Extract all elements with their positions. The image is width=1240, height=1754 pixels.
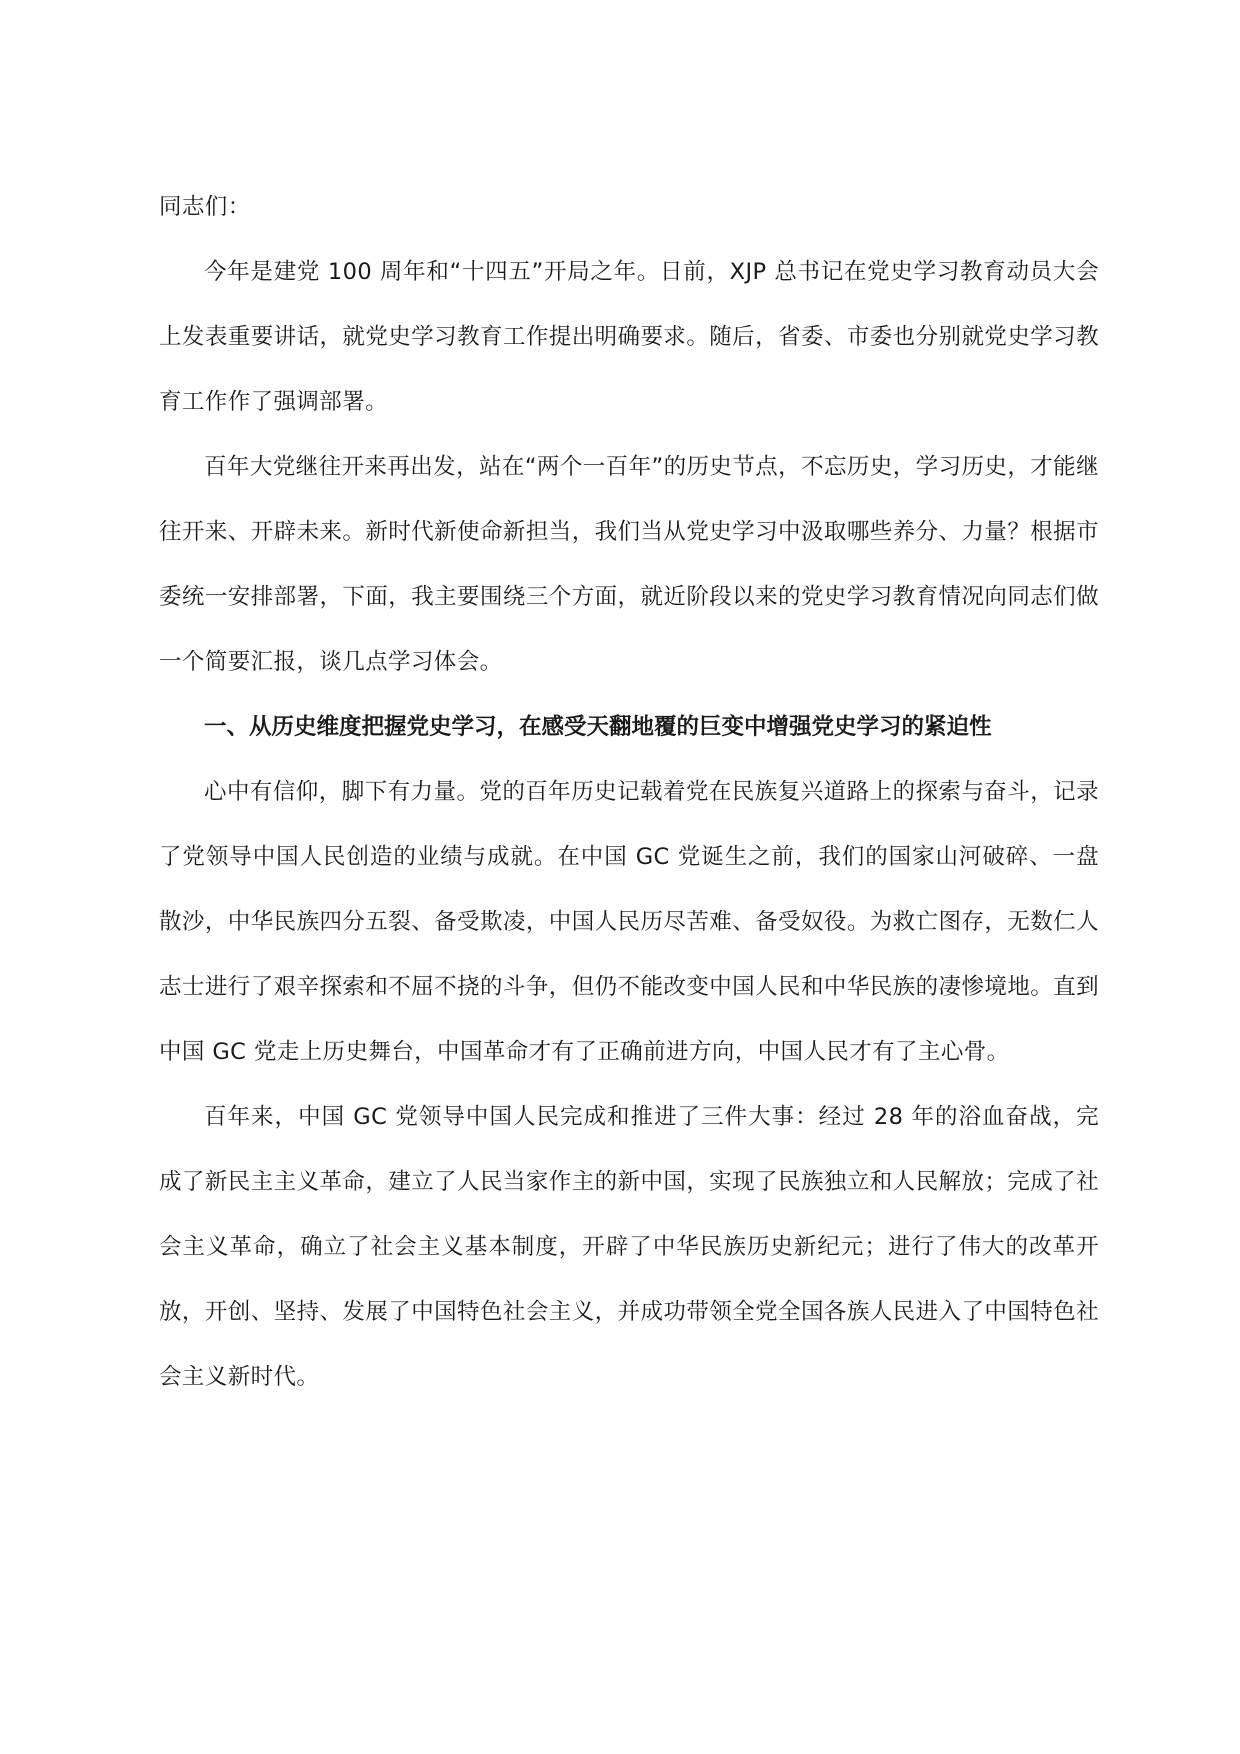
greeting: 同志们： (159, 194, 251, 220)
paragraph-intro-1: 今年是建党 100 周年和“十四五”开局之年。日前，XJP 总书记在党史学习教育动员大会上发表重要讲话，就党史学习教育工作提出明确要求。随后，省委、市委也分别就党史学习教育工作作了强调部署。 (159, 259, 1099, 415)
document-body (159, 175, 1099, 1410)
paragraph-section1-1: 心中有信仰，脚下有力量。党的百年历史记载着党在民族复兴道路上的探索与奋斗，记录了党领导中国人民创造的业绩与成就。在中国 GC 党诞生之前，我们的国家山河破碎、一盘散沙，中华民族四分五裂、备受欺凌，中国人民历尽苦难、备受奴役。为救亡图存，无数仁人志士进行了艰辛探索和不屈不挠的斗争，但仍不能改变中国人民和中华民族的凄惨境地。直到中国 GC 党走上历史舞台，中国革命才有了正确前进方向，中国人民才有了主心骨。 (159, 779, 1099, 1065)
section-heading-1: 一、从历史维度把握党史学习，在感受天翻地覆的巨变中增强党史学习的紧迫性 (204, 714, 992, 740)
paragraph-section1-2: 百年来，中国 GC 党领导中国人民完成和推进了三件大事：经过 28 年的浴血奋战，完成了新民主主义革命，建立了人民当家作主的新中国，实现了民族独立和人民解放；完成了社会主义革命，确立了社会主义基本制度，开辟了中华民族历史新纪元；进行了伟大的改革开放，开创、坚持、发展了中国特色社会主义，并成功带领全党全国各族人民进入了中国特色社会主义新时代。 (159, 1104, 1099, 1390)
paragraph-intro-2: 百年大党继往开来再出发，站在“两个一百年”的历史节点，不忘历史，学习历史，才能继往开来、开辟未来。新时代新使命新担当，我们当从党史学习中汲取哪些养分、力量？根据市委统一安排部署，下面，我主要围绕三个方面，就近阶段以来的党史学习教育情况向同志们做一个简要汇报，谈几点学习体会。 (159, 454, 1099, 675)
